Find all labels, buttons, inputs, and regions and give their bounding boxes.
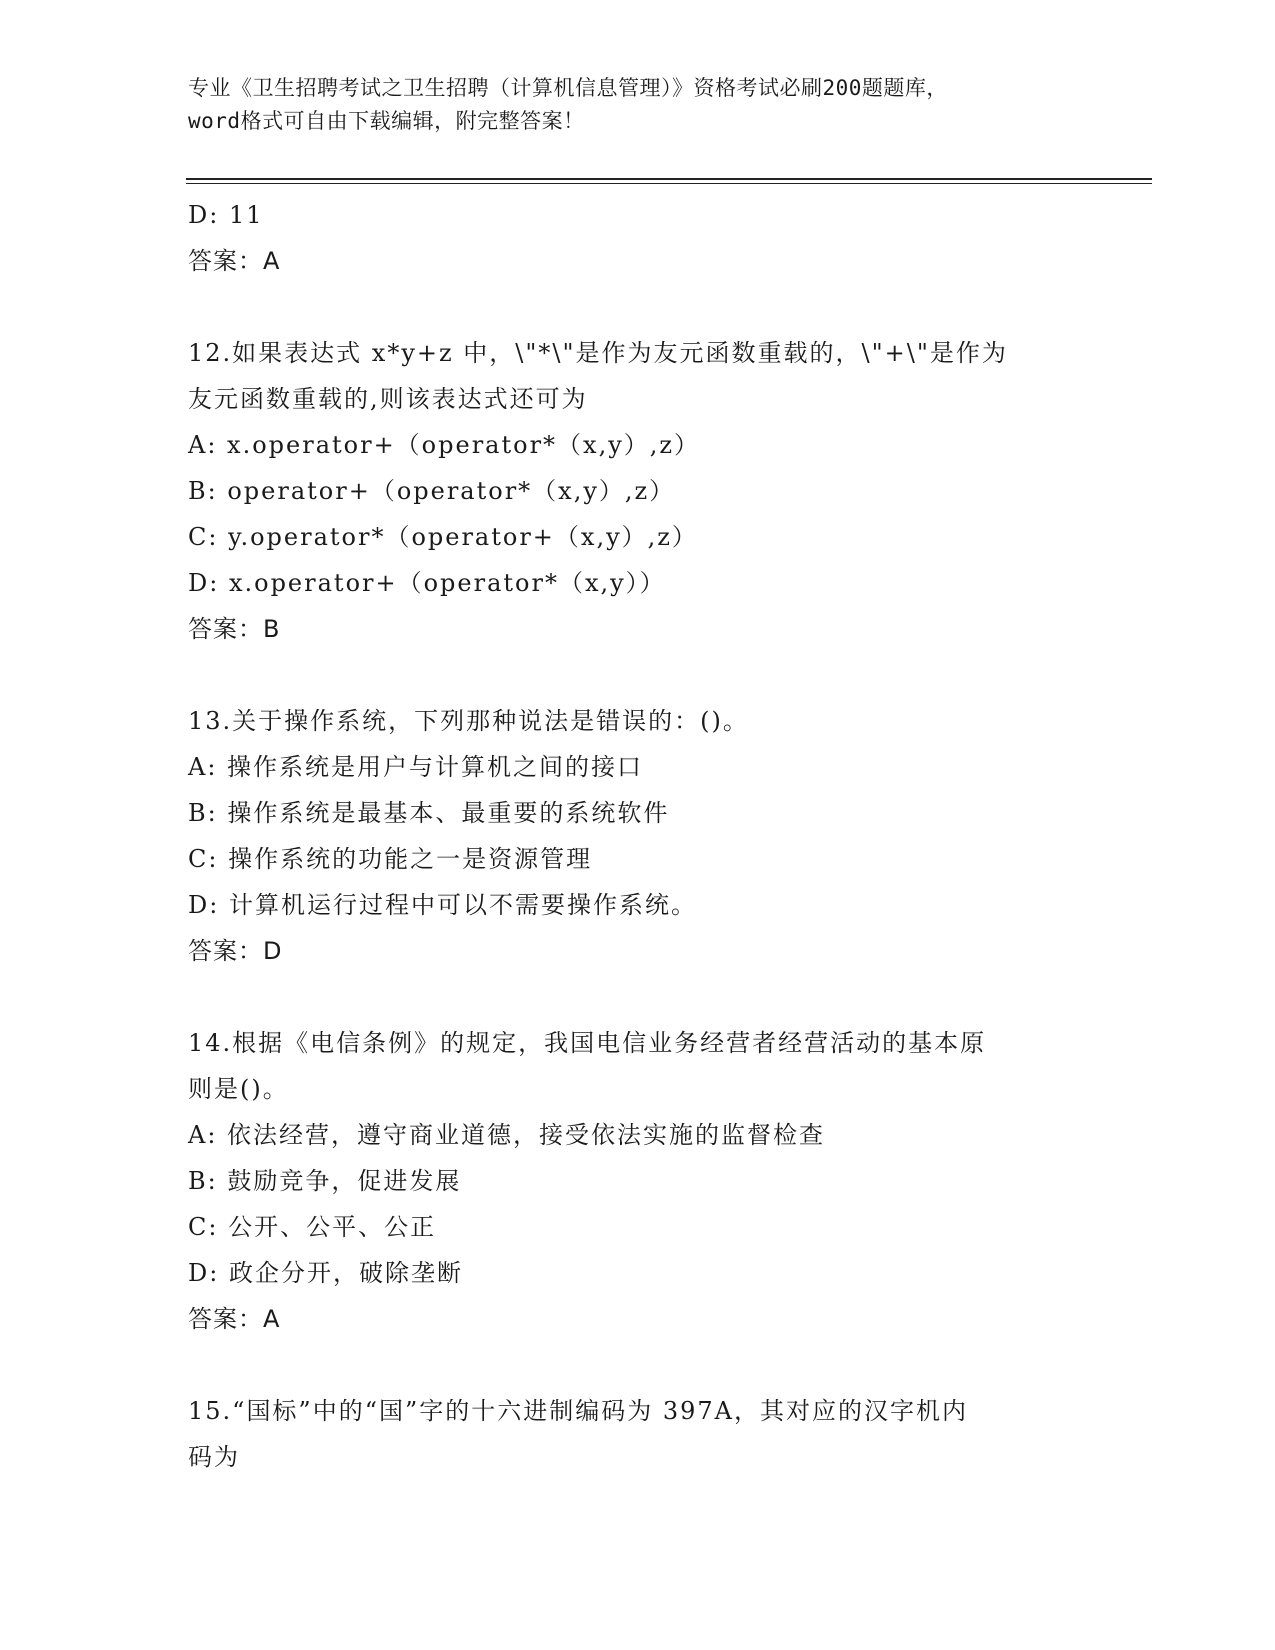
header-rule-thick — [186, 178, 1152, 180]
question-13 — [188, 698, 1088, 974]
question-gap — [188, 652, 1088, 698]
q15-stem-line-2: 码为 — [188, 1443, 240, 1471]
q13-stem-line-1: 13.关于操作系统，下列那种说法是错误的：()。 — [188, 707, 749, 735]
question-14 — [188, 1020, 1088, 1342]
q14-answer: 答案：A — [188, 1305, 281, 1333]
q12-option-a: A: x.operator+（operator*（x,y）,z） — [188, 431, 701, 459]
q14-stem-line-1: 14.根据《电信条例》的规定，我国电信业务经营者经营活动的基本原 — [188, 1029, 987, 1057]
q12-option-c: C: y.operator*（operator+（x,y）,z） — [188, 523, 698, 551]
question-gap — [188, 974, 1088, 1020]
q14-option-d: D: 政企分开，破除垄断 — [188, 1259, 463, 1287]
header-title-line-1: 专业《卫生招聘考试之卫生招聘（计算机信息管理）》资格考试必刷200题题库， — [188, 76, 948, 100]
q12-stem-line-2: 友元函数重载的,则该表达式还可为 — [188, 385, 588, 413]
q12-stem-line-1: 12.如果表达式 x*y+z 中，\"*\"是作为友元函数重载的，\"+\"是作为 — [188, 339, 1008, 367]
header-rule-thin — [186, 183, 1152, 184]
question-gap — [188, 284, 1088, 330]
q13-option-c: C: 操作系统的功能之一是资源管理 — [188, 845, 593, 873]
q12-option-b: B: operator+（operator*（x,y）,z） — [188, 477, 676, 505]
q13-option-a: A: 操作系统是用户与计算机之间的接口 — [188, 753, 644, 781]
question-gap — [188, 1342, 1088, 1388]
q14-option-b: B: 鼓励竞争，促进发展 — [188, 1167, 462, 1195]
question-12 — [188, 330, 1088, 652]
document-header — [188, 72, 1088, 138]
q11-option-d: D: 11 — [188, 201, 264, 229]
q13-option-d: D: 计算机运行过程中可以不需要操作系统。 — [188, 891, 697, 919]
question-list — [188, 192, 1088, 1480]
q12-answer: 答案：B — [188, 615, 281, 643]
header-title-line-2: word格式可自由下载编辑，附完整答案！ — [188, 109, 585, 133]
q14-option-c: C: 公开、公平、公正 — [188, 1213, 437, 1241]
q11-answer: 答案：A — [188, 247, 281, 275]
question-15 — [188, 1388, 1088, 1480]
q14-stem-line-2: 则是()。 — [188, 1075, 289, 1103]
q13-option-b: B: 操作系统是最基本、最重要的系统软件 — [188, 799, 670, 827]
q12-option-d: D: x.operator+（operator*（x,y）） — [188, 569, 666, 597]
q15-stem-line-1: 15.“国标”中的“国”字的十六进制编码为 397A，其对应的汉字机内 — [188, 1397, 969, 1425]
question-11-tail — [188, 192, 1088, 284]
q14-option-a: A: 依法经营，遵守商业道德，接受依法实施的监督检查 — [188, 1121, 826, 1149]
q13-answer: 答案：D — [188, 937, 283, 965]
